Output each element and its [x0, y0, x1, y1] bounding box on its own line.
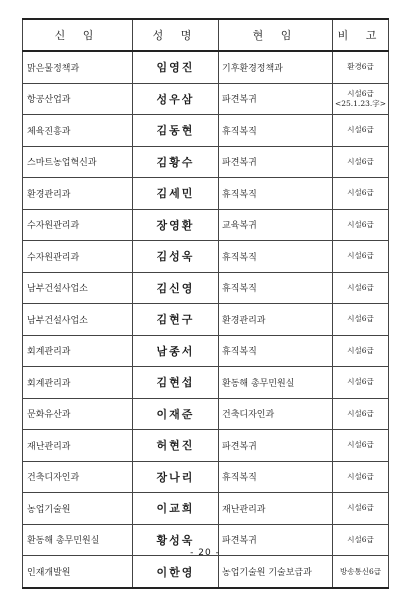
cell-current-post: 휴직복직: [219, 272, 333, 304]
table-row: [23, 556, 389, 589]
cell-name: 김세민: [133, 178, 219, 210]
note-line: 시설6급: [347, 188, 374, 198]
cell-name: 김현섭: [133, 367, 219, 399]
cell-new-post: 문화유산과: [23, 398, 133, 430]
cell-current-post: 재난관리과: [219, 493, 333, 525]
cell-note: [333, 146, 389, 178]
cell-name: 남종서: [133, 335, 219, 367]
cell-new-post: 스마트농업혁신과: [23, 146, 133, 178]
cell-note: [333, 461, 389, 493]
table-row: [23, 272, 389, 304]
cell-new-post: 수자원관리과: [23, 241, 133, 273]
cell-note: [333, 493, 389, 525]
table-row: [23, 115, 389, 147]
table-row: [23, 51, 389, 83]
cell-current-post: 파견복귀: [219, 83, 333, 115]
cell-new-post: 환동해 총무민원실: [23, 524, 133, 556]
cell-name: 장영환: [133, 209, 219, 241]
cell-note: [333, 209, 389, 241]
note-line: 시설6급: [347, 408, 374, 418]
cell-note: [333, 115, 389, 147]
cell-current-post: 파견복귀: [219, 524, 333, 556]
cell-current-post: 휴직복직: [219, 115, 333, 147]
table-row: [23, 209, 389, 241]
cell-name: 김황수: [133, 146, 219, 178]
cell-current-post: 교육복귀: [219, 209, 333, 241]
note-line: 방송통신6급: [340, 566, 381, 576]
cell-name: 황성욱: [133, 524, 219, 556]
table-row: [23, 461, 389, 493]
table-row: [23, 304, 389, 336]
cell-new-post: 맑은물정책과: [23, 51, 133, 83]
cell-new-post: 인재개발원: [23, 556, 133, 589]
header-name: 성 명: [133, 19, 219, 51]
cell-new-post: 항공산업과: [23, 83, 133, 115]
table-row: [23, 493, 389, 525]
cell-name: 김성욱: [133, 241, 219, 273]
note-line: 시설6급: [347, 471, 374, 481]
header-note: 비 고: [333, 19, 389, 51]
cell-current-post: 휴직복직: [219, 335, 333, 367]
cell-note: [333, 398, 389, 430]
cell-new-post: 재난관리과: [23, 430, 133, 462]
cell-note: [333, 335, 389, 367]
cell-name: 성우삼: [133, 83, 219, 115]
cell-note: [333, 304, 389, 336]
cell-current-post: 휴직복직: [219, 241, 333, 273]
cell-note: [333, 51, 389, 83]
header-current-post: 현 임: [219, 19, 333, 51]
note-line: 시설6급: [347, 377, 374, 387]
note-line: 시설6급: [347, 503, 374, 513]
cell-current-post: 농업기술원 기술보급과: [219, 556, 333, 589]
cell-note: [333, 556, 389, 589]
note-line: 시설6급: [347, 534, 374, 544]
cell-current-post: 휴직복직: [219, 178, 333, 210]
cell-note: [333, 178, 389, 210]
personnel-table: [22, 18, 389, 589]
cell-current-post: 환동해 총무민원실: [219, 367, 333, 399]
cell-new-post: 체육진흥과: [23, 115, 133, 147]
cell-new-post: 농업기술원: [23, 493, 133, 525]
note-line: 시설6급: [347, 88, 374, 98]
cell-name: 김현구: [133, 304, 219, 336]
cell-note: [333, 430, 389, 462]
note-line: 시설6급: [347, 345, 374, 355]
cell-new-post: 환경관리과: [23, 178, 133, 210]
cell-note: [333, 241, 389, 273]
header-row: [23, 19, 389, 51]
table-body: [23, 51, 389, 588]
page-number: - 20 -: [190, 548, 220, 558]
table-row: [23, 367, 389, 399]
cell-name: 장나리: [133, 461, 219, 493]
cell-name: 임영진: [133, 51, 219, 83]
note-line: 시설6급: [347, 251, 374, 261]
cell-current-post: 환경관리과: [219, 304, 333, 336]
table-row: [23, 241, 389, 273]
note-line: 시설6급: [347, 440, 374, 450]
table-row: [23, 83, 389, 115]
cell-current-post: 건축디자인과: [219, 398, 333, 430]
table-row: [23, 335, 389, 367]
table-row: [23, 178, 389, 210]
note-line: 시설6급: [347, 125, 374, 135]
note-line: 환경6급: [347, 62, 374, 72]
cell-note: [333, 83, 389, 115]
table-header: [23, 19, 389, 51]
note-line: 시설6급: [347, 156, 374, 166]
note-line: <25.1.23.字>: [334, 98, 387, 108]
cell-name: 이교희: [133, 493, 219, 525]
table-row: [23, 430, 389, 462]
cell-new-post: 회계관리과: [23, 335, 133, 367]
cell-new-post: 건축디자인과: [23, 461, 133, 493]
cell-name: 김신영: [133, 272, 219, 304]
cell-new-post: 남부건설사업소: [23, 304, 133, 336]
note-line: 시설6급: [347, 282, 374, 292]
note-line: 시설6급: [347, 314, 374, 324]
cell-note: [333, 367, 389, 399]
cell-note: [333, 272, 389, 304]
cell-new-post: 수자원관리과: [23, 209, 133, 241]
cell-name: 이재준: [133, 398, 219, 430]
cell-current-post: 파견복귀: [219, 430, 333, 462]
cell-name: 김동현: [133, 115, 219, 147]
table-row: [23, 398, 389, 430]
header-new-post: 신 임: [23, 19, 133, 51]
cell-new-post: 회계관리과: [23, 367, 133, 399]
cell-name: 허현진: [133, 430, 219, 462]
table-row: [23, 146, 389, 178]
cell-current-post: 휴직복직: [219, 461, 333, 493]
cell-name: 이한영: [133, 556, 219, 589]
cell-current-post: 파견복귀: [219, 146, 333, 178]
cell-new-post: 남부건설사업소: [23, 272, 133, 304]
cell-current-post: 기후환경정책과: [219, 51, 333, 83]
note-line: 시설6급: [347, 219, 374, 229]
